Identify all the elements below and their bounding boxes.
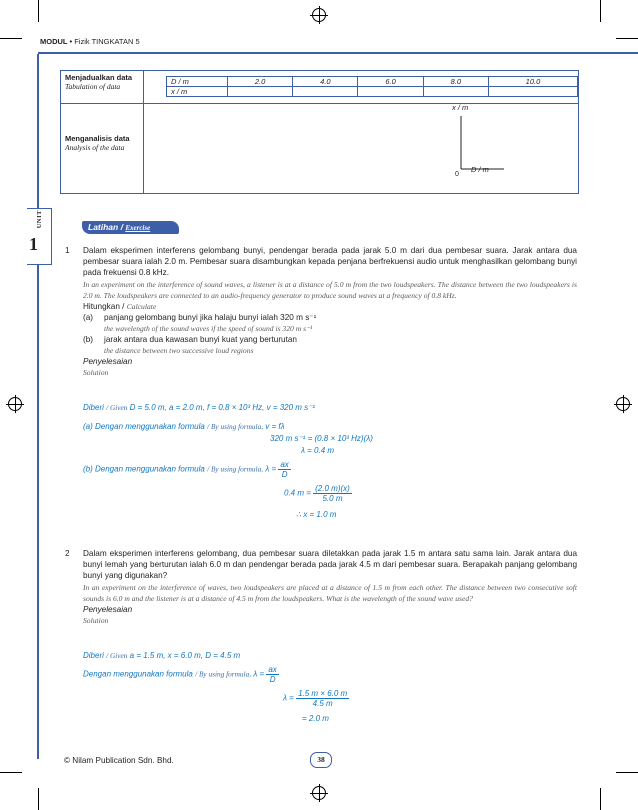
q1-a-line2: 320 m s⁻¹ = (0.8 × 10³ Hz)(λ) (270, 434, 373, 443)
q1-text: Dalam eksperimen interferens gelombang bunyi, pendengar berada pada jarak 5.0 m dari dua pembesar suara. Jarak antara dua pembesar suara ialah 2.0 m. Pembesar suara disambungkan kepada penjana berfrekuensi audio untuk menghasilkan gelombang bunyi pada frekuensi 0.8 kHz. (83, 246, 577, 278)
q1-text-en: In an experiment on the interference of sound waves, a listener is at a distance of 5.0 m from the two loudspeakers. The distance between the two loudspeakers is 2.0 m. The loudspeakers are connected to an audio-frequency generator to produce sound waves at a frequency of 0.8 kHz. (83, 279, 577, 300)
fraction-denominator: 5.0 m (322, 494, 343, 503)
q1-b-formula-lhs: λ = (265, 464, 277, 474)
registration-mark-icon (312, 786, 326, 800)
tabulation-label: Menjadualkan data (65, 73, 133, 82)
crop-mark (0, 38, 22, 39)
analysis-label: Menganalisis data (65, 134, 130, 143)
crop-mark (616, 772, 638, 773)
analysis-graph-cell (144, 104, 579, 194)
footer-copyright: © Nilam Publication Sdn. Bhd. (64, 756, 174, 765)
q2-solution-heading-en: Solution (83, 615, 109, 625)
origin-label: 0 (455, 171, 459, 178)
module-subtitle: Fizik TINGKATAN 5 (74, 37, 140, 46)
q1-b-fraction (278, 460, 290, 479)
q1-given-label: Diberi (83, 403, 104, 412)
d-value: 8.0 (423, 77, 488, 87)
d-value: 2.0 (228, 77, 293, 87)
fraction-numerator: ax (268, 665, 277, 674)
d-value: 10.0 (488, 77, 577, 87)
q2-block (83, 548, 577, 626)
q2-formula-lhs: λ = (253, 669, 265, 679)
q1-b-line3: ∴ x = 1.0 m (296, 510, 337, 519)
exercise-title-en: Exercise (125, 224, 151, 232)
q1-b-using-en: / By using formula, (207, 464, 264, 474)
q1-calc-en: Calculate (126, 301, 157, 311)
x-value-blank (228, 87, 293, 97)
x-value-blank (423, 87, 488, 97)
page-number: 38 (310, 752, 332, 768)
data-table (60, 70, 579, 194)
y-axis-label: x / m (452, 103, 469, 112)
q1-block (83, 245, 577, 378)
q2-number: 2 (65, 549, 70, 558)
registration-mark-icon (616, 397, 630, 411)
tabulation-label-cell (61, 71, 144, 104)
d-value: 4.0 (293, 77, 358, 87)
q2-given-label: Diberi (83, 651, 104, 660)
q2-line3: = 2.0 m (302, 714, 329, 723)
crop-mark (38, 0, 39, 22)
q1-b-line2 (284, 484, 352, 503)
q1-solution-heading-en: Solution (83, 368, 109, 378)
q2-using-en: / By using formula, (195, 669, 252, 679)
fraction-numerator: (2.0 m)(x) (315, 484, 350, 493)
unit-label (27, 210, 51, 233)
x-value-blank (358, 87, 423, 97)
q1-b-line2-fraction (313, 484, 352, 503)
tabulation-inner-table (166, 76, 578, 97)
q2-given-values: a = 1.5 m, x = 6.0 m, D = 4.5 m (129, 651, 241, 660)
fraction-numerator: 1.5 m × 6.0 m (298, 689, 348, 698)
q1-part-b (83, 334, 577, 356)
q1-calc: Hitungkan (83, 301, 120, 311)
d-header: D / m (167, 77, 228, 87)
registration-mark-icon (8, 397, 22, 411)
exercise-badge (82, 221, 179, 234)
q2-fraction (266, 665, 278, 684)
bullet: • (69, 37, 73, 46)
q2-line2-lhs: λ = (283, 693, 294, 703)
crop-mark (616, 38, 638, 39)
analysis-label-cell (61, 104, 144, 194)
fraction-numerator: ax (280, 460, 289, 469)
q2-text-en: In an experiment on the interference of waves, two loudspeakers are placed at a distance of 1.5 m from each other. The distance between two consecutive soft sounds is 6.0 m and the listener is at a distance of 4.5 m from the loudspeakers. What is the wavelength of the sound wave used? (83, 582, 577, 603)
q2-text: Dalam eksperimen interferens gelombang, dua pembesar suara diletakkan pada jarak 1.5 m antara satu sama lain. Jarak antara dua bunyi lemah yang berturutan ialah 6.0 m dan pendengar berada pada jarak 4.5 m dari pembesar suara. Berapakah panjang gelombang bunyi yang digunakan? (83, 549, 577, 581)
q2-given-en: / Given (106, 651, 128, 660)
q2-solution-heading: Penyelesaian (83, 604, 133, 614)
q1-calculate: Hitungkan / Calculate (83, 301, 157, 311)
q1-a-text: panjang gelombang bunyi jika halaju bunyi ialah 320 m s⁻¹ (104, 312, 317, 322)
tabulation-label-en: Tabulation of data (65, 82, 121, 91)
q2-line2 (283, 689, 349, 708)
q1-a-label: (a) (83, 312, 94, 322)
q1-a-solution (83, 422, 285, 431)
q1-a-line3: λ = 0.4 m (301, 446, 335, 455)
q1-part-a (83, 312, 577, 334)
d-value: 6.0 (358, 77, 423, 87)
q1-b-text-en: the distance between two successive loud regions (104, 346, 254, 356)
module-header (40, 37, 140, 46)
graph-axes (304, 104, 504, 192)
q1-given-values: D = 5.0 m, a = 2.0 m, f = 0.8 × 10³ Hz, v = 320 m s⁻¹ (129, 403, 316, 412)
q1-number: 1 (65, 246, 70, 255)
unit-number: 1 (29, 234, 38, 254)
header-rule (38, 52, 638, 54)
q1-b-sol-label: (b) Dengan menggunakan formula (83, 464, 205, 474)
x-axis-label: D / m (471, 165, 489, 174)
q1-b-solution (83, 460, 291, 479)
exercise-title: Latihan / (88, 222, 123, 232)
q1-a-formula: v = fλ (265, 422, 285, 431)
q1-a-using-en: / By using formula, (207, 422, 264, 431)
x-value-blank (488, 87, 577, 97)
x-value-blank (293, 87, 358, 97)
q2-given (83, 651, 240, 660)
q1-a-text-en: the wavelength of the sound waves if the speed of sound is 320 m s⁻¹ (104, 324, 313, 334)
fraction-denominator: 4.5 m (312, 699, 333, 708)
crop-mark (38, 788, 39, 810)
q1-b-text: jarak antara dua kawasan bunyi kuat yang berturutan (104, 335, 297, 345)
q1-b-label: (b) (83, 335, 94, 345)
crop-mark (600, 0, 601, 22)
fraction-denominator: D (269, 675, 276, 684)
q1-a-sol-label: (a) Dengan menggunakan formula (83, 422, 205, 431)
registration-mark-icon (312, 8, 326, 22)
q2-line2-fraction (296, 689, 349, 708)
q1-b-line2-lhs: 0.4 m = (284, 488, 311, 498)
crop-mark (600, 788, 601, 810)
module-label: MODUL (40, 37, 68, 46)
x-header: x / m (167, 87, 228, 97)
sidebar-rule (37, 54, 39, 759)
q1-given-en: / Given (106, 403, 128, 412)
analysis-label-en: Analysis of the data (65, 143, 125, 152)
q2-formula-line (83, 665, 279, 684)
tabulation-cell (144, 71, 579, 104)
fraction-denominator: D (281, 470, 288, 479)
q2-using-label: Dengan menggunakan formula (83, 669, 193, 679)
crop-mark (0, 772, 22, 773)
unit-word: UNIT (35, 210, 43, 229)
q1-solution-heading: Penyelesaian (83, 357, 133, 367)
q1-given (83, 403, 315, 412)
